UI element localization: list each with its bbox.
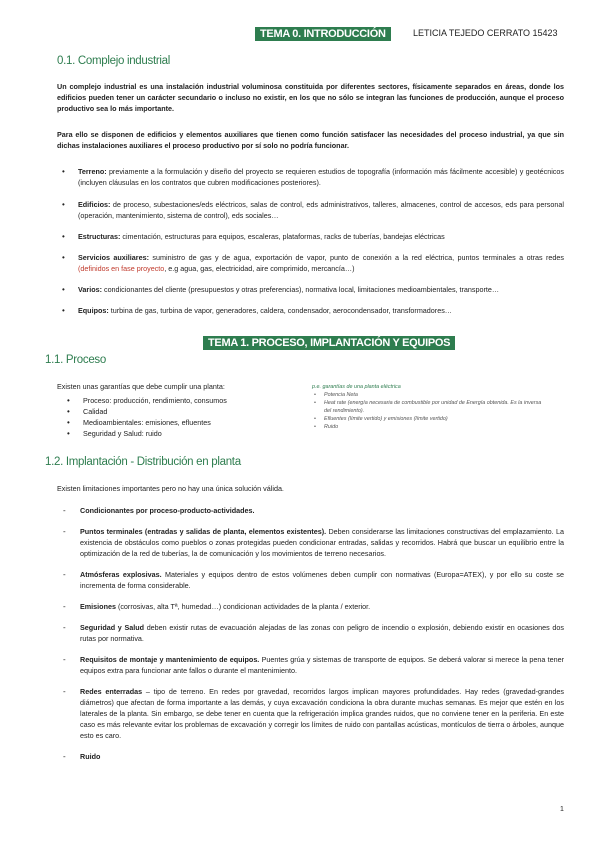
item-lead: Atmósferas explosivas. <box>80 570 162 579</box>
item-lead: Edificios: <box>78 200 113 209</box>
s11-aside-note <box>312 383 542 431</box>
list-item <box>78 305 564 316</box>
list-item: • Proceso: producción, rendimiento, consumos <box>83 395 323 406</box>
item-highlight: (definidos en fase proyecto <box>78 264 165 273</box>
item-lead: Emisiones <box>80 602 116 611</box>
item-lead: Servicios auxiliares: <box>78 253 153 262</box>
item-lead: Redes enterradas <box>80 687 143 696</box>
list-item <box>78 284 564 295</box>
s11-intro: Existen unas garantías que debe cumplir una planta: <box>57 382 225 391</box>
list-item <box>80 526 564 559</box>
list-item <box>80 751 564 762</box>
s01-paragraph-1: Un complejo industrial es una instalación industrial voluminosa constituida por diferentes sectores, físicamente separados en áreas, donde los edificios pueden tener un carácter secundario o incluso no existir, en los que no sólo se integran las funciones de producción, aunque el proceso productivo sea lo más importante. <box>57 82 564 113</box>
section-1-1-title: 1.1. Proceso <box>45 354 106 366</box>
s12-intro: Existen limitaciones importantes pero no hay una única solución válida. <box>57 484 284 493</box>
item-lead: Estructuras: <box>78 232 123 241</box>
item-text: previamente a la formulación y diseño del proyecto se requieren estudios de topografía (información más fácilmente accesible) y geotécnicos (incluyen cláusulas en los contratos que cubren modificaciones posteriores). <box>78 167 564 187</box>
item-lead: Ruido <box>80 752 101 761</box>
tema0-banner: TEMA 0. INTRODUCCIÓN <box>255 27 391 41</box>
list-item <box>78 166 564 188</box>
list-item <box>78 199 564 221</box>
s11-list <box>83 395 323 439</box>
list-item <box>78 252 564 274</box>
page-number: 1 <box>560 806 564 813</box>
item-text: suministro de gas y de agua, exportación de vapor, punto de conexión a la red eléctrica, puntos terminales a otras redes <box>152 253 564 262</box>
item-text: Puentes grúa y sistemas de transporte de equipos. Se deberá valorar si merece la pena tener equipos extra para funcionar ante fallos o durante el mantenimiento. <box>80 655 565 675</box>
item-text: deben existir rutas de evacuación alejadas de las zonas con peligro de incendio o explosión, debiendo existir en ocasiones dos rutas por normativa. <box>80 623 564 643</box>
item-text: Materiales y equipos dentro de estos volúmenes deben cumplir con normativas (Europa=ATEX), y por ello su coste se incrementa de forma considerable. <box>80 570 564 590</box>
list-item <box>78 231 564 242</box>
list-item <box>80 505 564 516</box>
aside-list <box>312 391 542 431</box>
item-text: – tipo de terreno. En redes por gravedad, recorridos largos implican mayores profundidades. Hay redes (gravedad-grandes diámetros) que afectan de forma importante a las demás, y cuya excavación condiciona la obra durante muchas semanas. Es mejor que estén en los laterales de la planta. Sin embargo, se debe tener en cuenta que la refrigeración implica grandes ruidos, que no conviene tener en la periferia. En este caso es más relevante evitar los problemas de excavación y corregir los límites de ruido con pantallas acústicas, montículos de tierra o árboles, aunque esto es caro. <box>80 687 564 740</box>
section-0-1-title: 0.1. Complejo industrial <box>57 55 170 67</box>
list-item <box>80 686 564 741</box>
item-text: condicionantes del cliente (presupuestos y otras preferencias), normativa local, limitaciones medioambientales, transporte… <box>103 285 500 294</box>
item-lead: Varios: <box>78 285 104 294</box>
list-item <box>80 601 564 612</box>
item-lead: Condicionantes por proceso-producto-actividades. <box>80 506 255 515</box>
aside-item: • Potencia Neta <box>312 391 542 399</box>
item-text: de proceso, subestaciones/eds eléctricos, salas de control, eds administrativos, talleres, almacenes, control de accesos, eds para personal (operación, mantenimiento, sistema de control), eds sociales… <box>78 200 564 220</box>
item-text: (corrosivas, alta Tª, humedad…) condicionan actividades de la planta / exterior. <box>115 602 371 611</box>
aside-item: • Heat rate (energía necesaria de combustible por unidad de Energía obtenida. Es la inversa del rendimiento). <box>312 399 542 415</box>
aside-title: p.e. garantías de una planta eléctrica <box>312 384 401 390</box>
item-lead: Equipos: <box>78 306 111 315</box>
list-item: • Calidad <box>83 406 323 417</box>
item-text: turbina de gas, turbina de vapor, generadores, caldera, condensador, aerocondensador, transformadores… <box>110 306 452 315</box>
item-lead: Terreno: <box>78 167 109 176</box>
tema1-banner: TEMA 1. PROCESO, IMPLANTACIÓN Y EQUIPOS <box>203 336 455 350</box>
aside-item: • Ruido <box>312 423 542 431</box>
list-item <box>80 654 564 676</box>
item-lead: Seguridad y Salud <box>80 623 145 632</box>
s12-list <box>80 505 564 762</box>
list-item: • Medioambientales: emisiones, efluentes <box>83 417 323 428</box>
item-text: Deben considerarse las limitaciones constructivas del emplazamiento. La existencia de obstáculos como pueblos o zonas protegidas pueden condicionar entradas, salidas y recorridos. Habrá que buscar un equilibrio entre la optimización de la red de tuberías, la de comunicación y los movimientos de terreno necesarios. <box>80 527 564 558</box>
section-1-2-title: 1.2. Implantación - Distribución en planta <box>45 456 241 468</box>
list-item: • Seguridad y Salud: ruido <box>83 428 323 439</box>
item-lead: Puntos terminales (entradas y salidas de planta, elementos existentes). <box>80 527 327 536</box>
list-item <box>80 622 564 644</box>
aside-item: • Efluentes (límite vertido) y emisiones (límite vertido) <box>312 415 542 423</box>
list-item <box>80 569 564 591</box>
item-text: cimentación, estructuras para equipos, escaleras, plataformas, racks de tuberías, bandejas eléctricas <box>122 232 445 241</box>
author-name: LETICIA TEJEDO CERRATO 15423 <box>413 28 558 38</box>
item-lead: Requisitos de montaje y mantenimiento de equipos. <box>80 655 260 664</box>
s01-paragraph-2: Para ello se disponen de edificios y elementos auxiliares que tienen como función satisfacer las necesidades del proceso industrial, ya que sin dichas instalaciones auxiliares el proceso productivo por sí solo no podría funcionar. <box>57 130 564 150</box>
s01-list <box>78 166 564 316</box>
item-tail: , e.g agua, gas, electricidad, aire comprimido, mercancía…) <box>164 264 355 273</box>
